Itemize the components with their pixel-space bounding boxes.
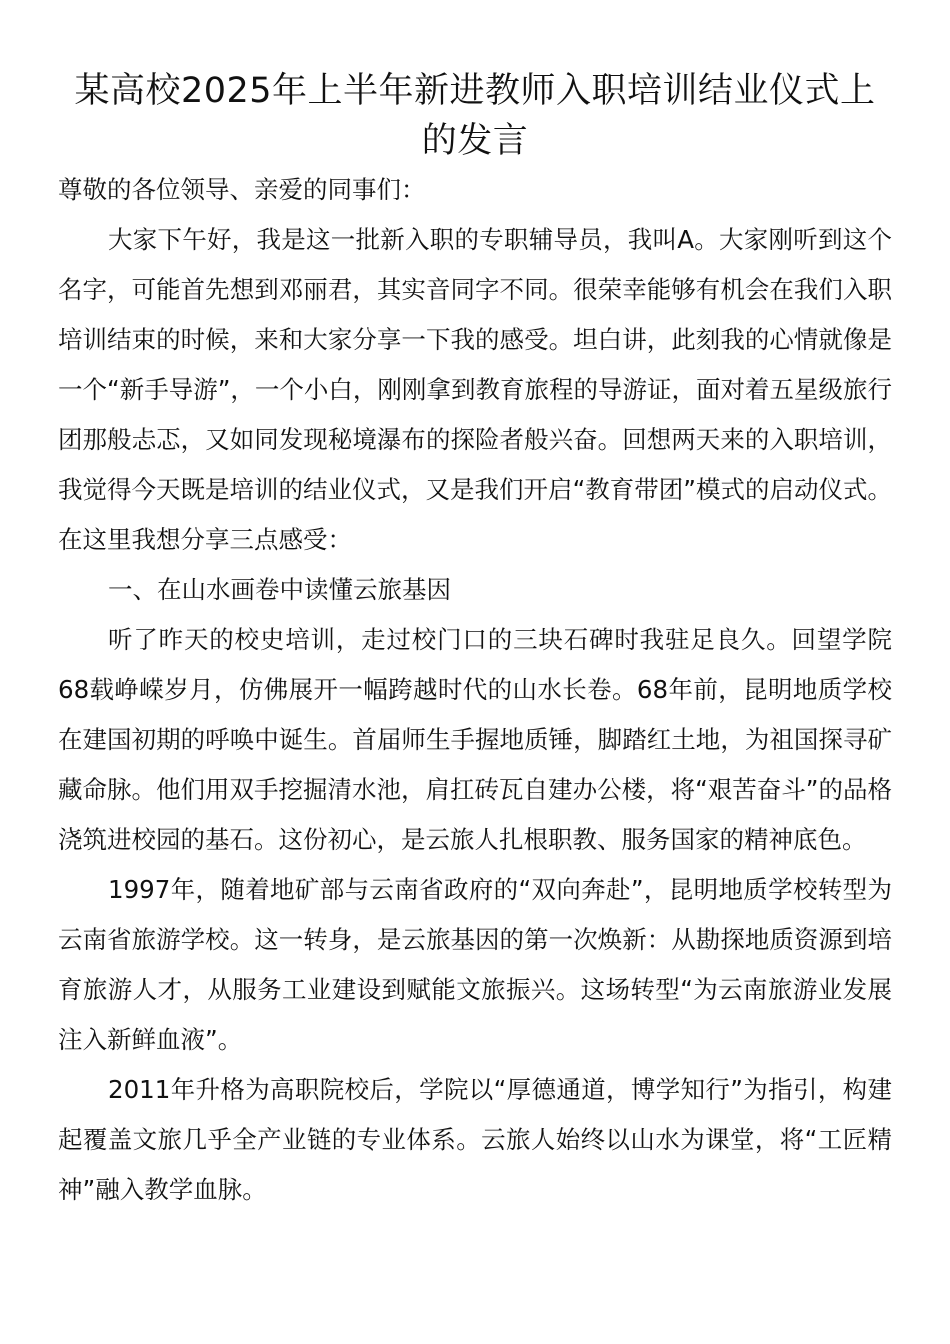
document-body	[58, 165, 892, 1215]
paragraph-history-1: 听了昨天的校史培训，走过校门口的三块石碑时我驻足良久。回望学院68载峥嵘岁月，仿佛展开一幅跨越时代的山水长卷。68年前，昆明地质学校在建国初期的呼唤中诞生。首届师生手握地质锤，脚踏红土地，为祖国探寻矿藏命脉。他们用双手挖掘清水池，肩扛砖瓦自建办公楼，将“艰苦奋斗”的品格浇筑进校园的基石。这份初心，是云旅人扎根职教、服务国家的精神底色。	[58, 625, 892, 854]
document-title: 某高校2025年上半年新进教师入职培训结业仪式上的发言	[74, 71, 876, 161]
paragraph-history-3: 2011年升格为高职院校后，学院以“厚德通道，博学知行”为指引，构建起覆盖文旅几乎全产业链的专业体系。云旅人始终以山水为课堂，将“工匠精神”融入教学血脉。	[58, 1075, 892, 1204]
paragraph-intro: 大家下午好，我是这一批新入职的专职辅导员，我叫A。大家刚听到这个名字，可能首先想到邓丽君，其实音同字不同。很荣幸能够有机会在我们入职培训结束的时候，来和大家分享一下我的感受。坦白讲，此刻我的心情就像是一个“新手导游”，一个小白，刚刚拿到教育旅程的导游证，面对着五星级旅行团那般忐忑，又如同发现秘境瀑布的探险者般兴奋。回想两天来的入职培训，我觉得今天既是培训的结业仪式，又是我们开启“教育带团”模式的启动仪式。在这里我想分享三点感受：	[58, 225, 892, 554]
paragraph-history-2: 1997年，随着地矿部与云南省政府的“双向奔赴”，昆明地质学校转型为云南省旅游学校。这一转身，是云旅基因的第一次焕新：从勘探地质资源到培育旅游人才，从服务工业建设到赋能文旅振兴。这场转型“为云南旅游业发展注入新鲜血液”。	[58, 875, 892, 1054]
salutation: 尊敬的各位领导、亲爱的同事们：	[58, 175, 426, 204]
section-heading-1: 一、在山水画卷中读懂云旅基因	[108, 575, 451, 604]
